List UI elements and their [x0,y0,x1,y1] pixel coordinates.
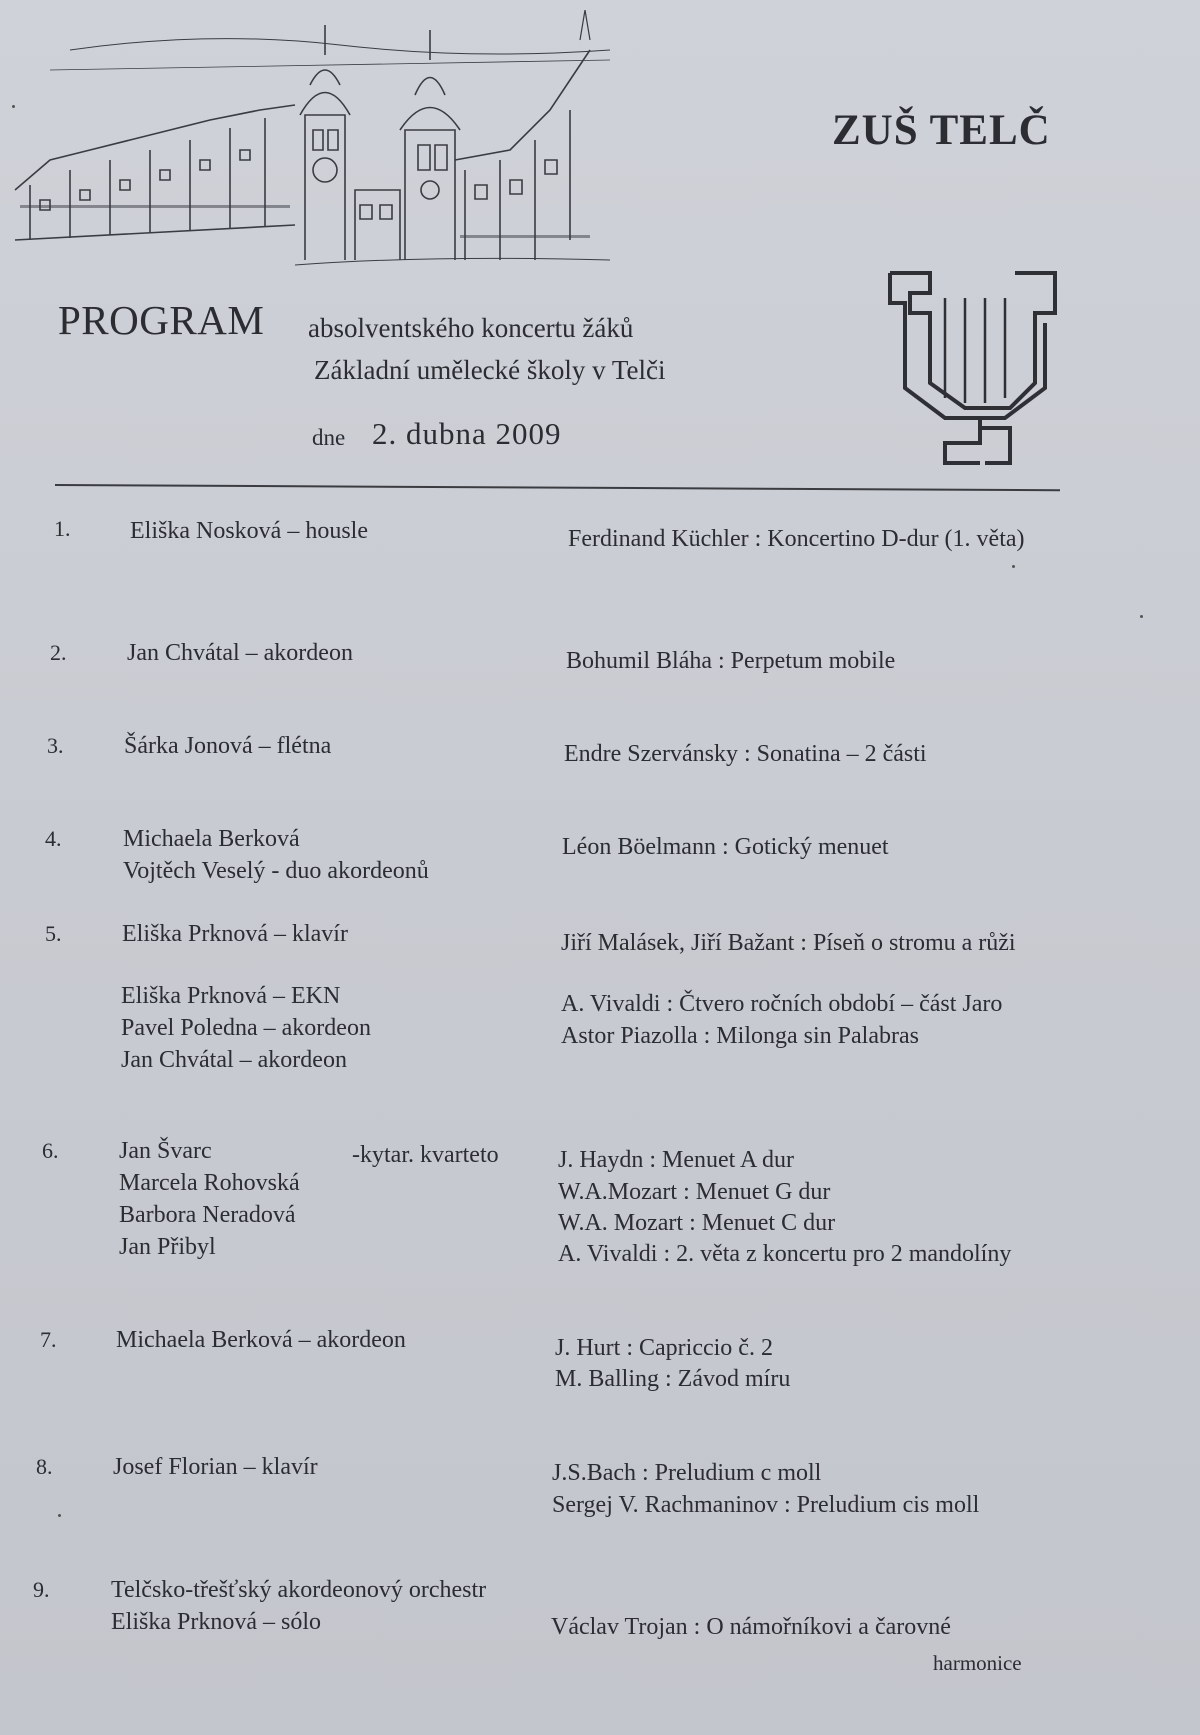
scan-speck [12,105,15,108]
lyre-logo-icon [885,268,1060,468]
item-number: 6. [42,1138,59,1163]
item-number: 4. [45,826,62,851]
item-number: 2. [50,640,67,665]
date-prefix: dne [312,425,346,450]
performer: Eliška Prknová – EKN [121,983,341,1009]
piece-continuation: harmonice [933,1651,1022,1675]
item-number: 9. [33,1577,50,1602]
piece: J. Haydn : Menuet A dur [558,1147,794,1173]
performer: Vojtěch Veselý - duo akordeonů [123,858,429,884]
town-square-illustration [10,10,625,275]
performer: Jan Přibyl [119,1234,216,1260]
piece: W.A. Mozart : Menuet C dur [558,1210,836,1236]
scan-speck [1012,565,1015,568]
piece: Václav Trojan : O námořníkovi a čarovné [551,1614,951,1640]
performer: Michaela Berková – akordeon [116,1327,406,1353]
item-number: 1. [54,516,71,541]
performer: Eliška Nosková – housle [130,518,368,544]
piece: A. Vivaldi : 2. věta z koncertu pro 2 mandolíny [558,1241,1012,1267]
performer: Barbora Neradová [119,1202,296,1228]
program-subtitle-line2: Základní umělecké školy v Telči [314,355,666,385]
piece: Léon Böelmann : Gotický menuet [562,834,889,860]
school-name: ZUŠ TELČ [832,107,1051,154]
performer: Michaela Berková [123,826,300,852]
item-number: 3. [47,733,64,758]
divider-line [55,484,1060,491]
piece: J.S.Bach : Preludium c moll [552,1460,822,1486]
scan-speck [58,1514,61,1517]
piece: Jiří Malásek, Jiří Bažant : Píseň o stromu a růži [561,930,1016,956]
piece: Bohumil Bláha : Perpetum mobile [566,648,896,674]
program-heading: PROGRAM [58,297,265,343]
piece: W.A.Mozart : Menuet G dur [558,1179,831,1205]
item-number: 7. [40,1327,57,1352]
piece: M. Balling : Závod míru [555,1366,791,1392]
performer: Jan Švarc [119,1138,212,1164]
performer: Eliška Prknová – klavír [122,921,348,947]
piece: Astor Piazolla : Milonga sin Palabras [561,1023,919,1049]
program-subtitle-line1: absolventského koncertu žáků [308,313,634,343]
piece: Ferdinand Küchler : Koncertino D-dur (1. věta) [568,526,1025,552]
scan-speck [1140,615,1143,618]
item-number: 5. [45,921,62,946]
performer: Marcela Rohovská [119,1170,300,1196]
piece: J. Hurt : Capriccio č. 2 [555,1335,773,1361]
performer: Jan Chvátal – akordeon [121,1047,347,1073]
piece: Endre Szervánsky : Sonatina – 2 části [564,741,927,767]
performer: Eliška Prknová – sólo [111,1609,321,1635]
concert-date: 2. dubna 2009 [372,416,562,451]
piece: A. Vivaldi : Čtvero ročních období – část Jaro [561,991,1003,1017]
performer: Pavel Poledna – akordeon [121,1015,371,1041]
piece: Sergej V. Rachmaninov : Preludium cis moll [552,1492,980,1518]
performer: Šárka Jonová – flétna [124,733,332,759]
performer: Josef Florian – klavír [113,1454,318,1480]
performer: Telčsko-třešťský akordeonový orchestr [111,1577,487,1603]
performer: Jan Chvátal – akordeon [127,640,353,666]
ensemble-label: -kytar. kvarteto [352,1142,499,1168]
item-number: 8. [36,1454,53,1479]
